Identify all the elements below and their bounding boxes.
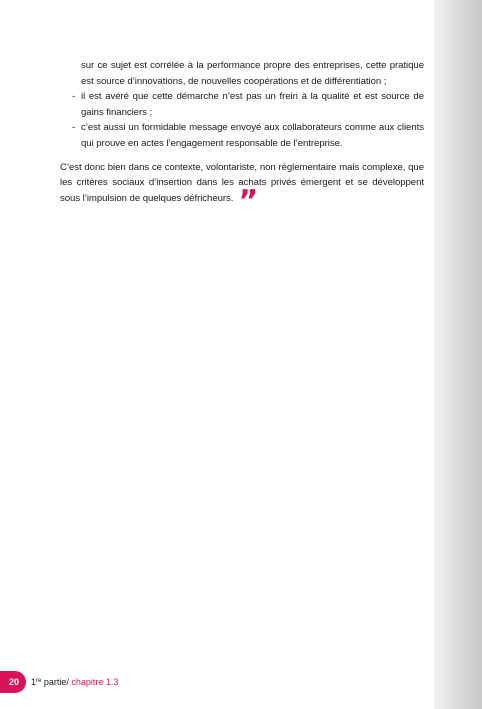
closing-text: C’est donc bien dans ce contexte, volontariste, non règlementaire mais complexe, que les critères sociaux d’insertion dans les achats privés émergent et se développent sous l’impulsion de quelques défricheurs.: [60, 161, 424, 204]
page-number: 20: [8, 677, 19, 687]
page-edge-shadow: [434, 0, 482, 709]
list-item-text: il est avéré que cette démarche n’est pas un frein à la qualité et est source de gains financiers ;: [81, 91, 424, 118]
part-superscript: re: [36, 678, 42, 684]
text-body: [60, 58, 424, 219]
bullet-list: [60, 89, 424, 151]
running-footer: [31, 677, 118, 687]
page-footer: [0, 671, 118, 693]
list-item-text: c’est aussi un formidable message envoyé aux collaborateurs comme aux clients qui prouve en actes l’engagement responsable de l’entreprise.: [81, 122, 424, 149]
list-dash: -: [72, 91, 76, 103]
part-number: 1: [31, 677, 37, 687]
closing-quote-icon: ”: [238, 183, 259, 219]
page-number-badge: [0, 671, 26, 693]
chapter-label: chapitre 1.3: [68, 677, 119, 687]
list-item: [60, 120, 424, 151]
closing-paragraph: [60, 160, 424, 219]
continuation-paragraph: sur ce sujet est corrélée à la performance propre des entreprises, cette pratique est source d’innovations, de nouvelles coopérations et de différentiation ;: [81, 60, 424, 87]
list-item: [60, 89, 424, 120]
part-label: partie/: [41, 677, 69, 687]
list-dash: -: [72, 122, 76, 134]
